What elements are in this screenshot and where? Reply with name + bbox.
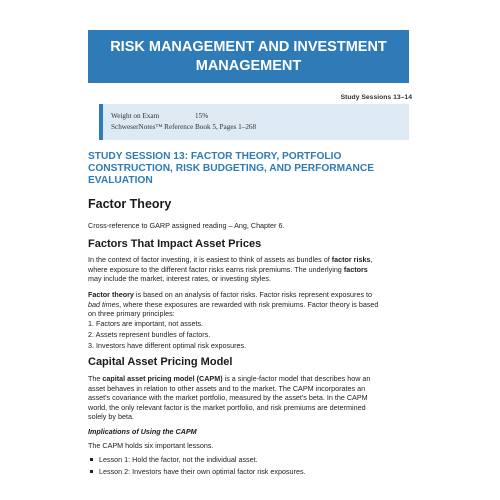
paragraph-line: world, the only relevant factor is the market portfolio, and risk premiums are determined [88, 402, 366, 412]
list-item: 3. Investors have different optimal risk exposures. [88, 340, 247, 350]
factors-paragraph-1 [88, 255, 414, 284]
reference-value: Book 5, Pages 1–268 [195, 123, 257, 131]
implications-intro: The CAPM holds six important lessons. [88, 441, 214, 450]
bullet-icon [90, 458, 93, 461]
banner-title-line-2: MANAGEMENT [195, 57, 302, 74]
list-item: 2. Assets represent bundles of factors. [88, 329, 211, 339]
weight-value: 15% [195, 112, 209, 120]
weight-info-box [99, 104, 409, 140]
weight-row [103, 111, 409, 122]
banner-title-line-1: RISK MANAGEMENT AND INVESTMENT [110, 38, 387, 55]
capm-paragraph [88, 374, 414, 422]
chapter-banner [88, 30, 409, 83]
lessons-list [88, 454, 306, 477]
paragraph-line: The capital asset pricing model (CAPM) is a single-factor model that describes how an [88, 374, 371, 383]
session-title-line-1: STUDY SESSION 13: FACTOR THEORY, PORTFOLIO [88, 151, 342, 162]
study-session-title [88, 151, 418, 187]
paragraph-line: asset behaves in relation to other assets and to the market. The CAPM incorporates an [88, 383, 366, 393]
implications-heading: Implications of Using the CAPM [88, 427, 197, 436]
paragraph-line: asset's covariance with the market portfolio, measured by the asset's beta. In the CAPM [88, 393, 368, 403]
list-item: 1. Factors are important, not assets. [88, 319, 204, 328]
bullet-icon [90, 470, 93, 473]
factors-paragraph-2 [88, 290, 414, 319]
paragraph-line: Factor theory is based on an analysis of factor risks. Factor risks represent exposures to [88, 290, 373, 299]
weight-label: Weight on Exam [111, 112, 160, 120]
list-item: Lesson 2: Investors have their own optimal factor risk exposures. [88, 466, 306, 478]
paragraph-line: may include the market, interest rates, or investing styles. [88, 274, 271, 284]
study-sessions-label: Study Sessions 13–14 [340, 94, 412, 101]
reference-row [103, 122, 409, 133]
factors-heading: Factors That Impact Asset Prices [88, 238, 262, 250]
paragraph-line: where exposure to the different factor risks earns risk premiums. The underlying factors [88, 264, 368, 274]
factor-theory-heading: Factor Theory [88, 197, 172, 211]
list-item: Lesson 1: Hold the factor, not the individual asset. [88, 454, 306, 466]
cross-reference: Cross-reference to GARP assigned reading – Ang, Chapter 6. [88, 221, 285, 230]
paragraph-line: on three primary principles: [88, 309, 175, 319]
paragraph-line: solely by beta. [88, 412, 134, 422]
session-title-line-2: CONSTRUCTION, RISK BUDGETING, AND PERFORMANCE [88, 163, 375, 174]
paragraph-line: In the context of factor investing, it is easiest to think of assets as bundles of factor risks, [88, 255, 373, 264]
capm-heading: Capital Asset Pricing Model [88, 356, 233, 368]
reference-label: SchweserNotes™ Reference [111, 123, 194, 131]
principles-list [88, 319, 246, 351]
session-title-line-3: EVALUATION [88, 175, 153, 186]
paragraph-line: bad times, where these exposures are rewarded with risk premiums. Factor theory is based [88, 299, 379, 309]
